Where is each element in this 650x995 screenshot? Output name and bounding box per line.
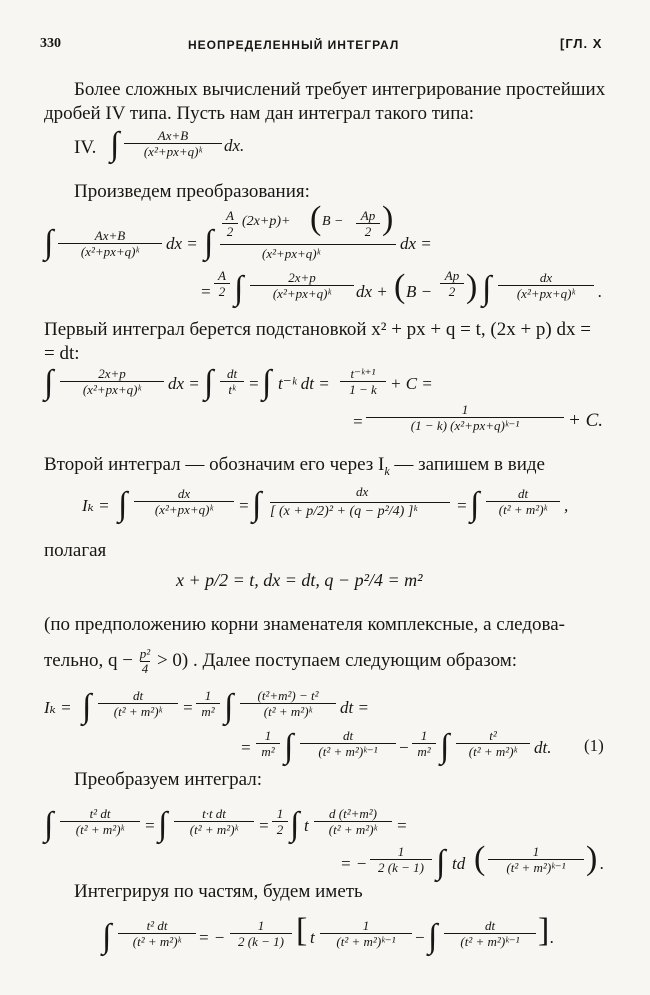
denominator: 1 − k xyxy=(349,382,377,397)
fraction-t2dt xyxy=(60,806,140,837)
p5-part-b: > 0) . Далее поступаем следующим образом: xyxy=(156,649,518,671)
numerator: A xyxy=(218,268,226,283)
fraction-ap-over-2 xyxy=(356,208,380,239)
integral-sign: ∫ xyxy=(234,270,244,307)
denominator: (x²+px+q)ᵏ xyxy=(143,144,203,159)
equals-minus: = − xyxy=(340,854,368,873)
integral-sign: ∫ xyxy=(204,224,214,261)
equals: = xyxy=(396,816,408,835)
numerator: 2x+p xyxy=(288,270,316,285)
integral-sign: ∫ xyxy=(102,918,112,955)
denominator: 2 (k − 1) xyxy=(238,934,284,949)
fraction-dx xyxy=(134,486,234,517)
denominator: m² xyxy=(417,744,431,759)
paren-close: ) xyxy=(466,268,478,305)
paragraph-5-line-2 xyxy=(44,647,517,676)
equals-minus: = − xyxy=(198,928,226,947)
numerator: 1 xyxy=(420,728,428,743)
paragraph-4-tail: — запишем в виде xyxy=(389,454,545,475)
dx: dx. xyxy=(224,136,245,155)
integral-sign: ∫ xyxy=(118,486,128,523)
numerator: t·t dt xyxy=(202,806,226,821)
numerator: 1 xyxy=(276,806,284,821)
denominator: (x²+px+q)ᵏ xyxy=(272,286,332,301)
numerator: 1 xyxy=(362,918,370,933)
fraction-ax-b-lhs xyxy=(58,228,162,259)
fraction-1-over-m2 xyxy=(412,728,436,759)
fraction-d-t2m2 xyxy=(314,806,392,837)
fraction-one-over-long xyxy=(366,402,564,433)
denominator: 2 (k − 1) xyxy=(378,860,424,875)
dx-eq: dx = xyxy=(168,374,200,393)
integral-sign: ∫ xyxy=(428,918,438,955)
fraction-ttdt xyxy=(174,806,254,837)
minus: − xyxy=(414,928,426,947)
denominator: 2 xyxy=(364,224,372,239)
denominator: (t² + m²)ᵏ xyxy=(328,822,378,837)
formula-substitution: x + p/2 = t, dx = dt, q − p²/4 = m² xyxy=(176,570,423,590)
numerator: t² dt xyxy=(89,806,111,821)
denominator: (t² + m²)ᵏ xyxy=(75,822,125,837)
paren-open: ( xyxy=(394,268,406,305)
equals: = xyxy=(200,282,212,301)
ik-equals: Iₖ = xyxy=(82,496,110,515)
type-iv-label: IV. xyxy=(74,137,97,158)
denominator: (x²+px+q)ᵏ xyxy=(516,286,576,301)
period: . xyxy=(550,928,555,947)
bracket-close: ] xyxy=(538,912,550,949)
numerator: t² xyxy=(489,728,497,743)
td: td xyxy=(452,854,466,873)
denominator: (1 − k) (x²+px+q)ᵏ⁻¹ xyxy=(410,418,520,433)
fraction-t2 xyxy=(456,728,530,759)
paragraph-4 xyxy=(44,453,545,483)
bracket-open: [ xyxy=(296,912,308,949)
equals: = xyxy=(456,496,468,515)
numerator: 1 xyxy=(204,688,212,703)
paragraph-1-line-2: дробей IV типа. Пусть нам дан интеграл такого типа: xyxy=(44,103,475,124)
fraction-1-over-k1 xyxy=(320,918,412,949)
paragraph-3-line-2: = dt: xyxy=(44,343,80,364)
ik-equals: Iₖ = xyxy=(44,698,72,717)
integral-sign: ∫ xyxy=(82,688,92,725)
fraction-1-over-2k1 xyxy=(370,844,432,875)
paragraph-3-line-1: Первый интеграл берется подстановкой x² + px + q = t, (2x + p) dx = xyxy=(44,319,591,340)
denominator: 2 xyxy=(448,284,456,299)
numerator: Ap xyxy=(360,208,376,223)
denominator: (t² + m²)ᵏ⁻¹ xyxy=(318,744,378,759)
dx-eq: dx = xyxy=(166,234,198,253)
fraction-p2-over-4 xyxy=(140,647,150,676)
numerator: 2x+p xyxy=(98,366,126,381)
b-minus: B − xyxy=(406,282,433,301)
fraction-1-over-m2 xyxy=(256,728,280,759)
fraction-1-over-k1 xyxy=(488,844,584,875)
fraction-bar xyxy=(220,244,396,245)
denominator: m² xyxy=(261,744,275,759)
comma: , xyxy=(564,496,569,515)
fraction-a-over-2 xyxy=(214,268,230,299)
fraction-2x-p xyxy=(60,366,164,397)
bracket-denominator: [ (x + p/2)² + (q − p²/4) ]ᵏ xyxy=(270,504,418,519)
integral-sign: ∫ xyxy=(44,224,54,261)
numerator: p² xyxy=(139,646,151,661)
paragraph-1-line-1: Более сложных вычислений требует интегрирование простейших xyxy=(74,79,606,100)
fraction-bar xyxy=(270,502,450,503)
integral-sign: ∫ xyxy=(440,728,450,765)
plus-c: + C = xyxy=(390,374,433,393)
dt-eq: dt = xyxy=(340,698,369,717)
numerator: A xyxy=(226,208,234,223)
fraction-dt xyxy=(98,688,178,719)
fraction-2x-p xyxy=(250,270,354,301)
dx-eq: dx = xyxy=(400,234,432,253)
fraction-1-over-m2 xyxy=(196,688,220,719)
paragraph-6: Преобразуем интеграл: xyxy=(74,769,263,790)
paragraph-2: Произведем преобразования: xyxy=(74,181,310,202)
fraction-1-over-2k1 xyxy=(230,918,292,949)
b-minus: B − xyxy=(322,214,344,229)
t-var: t xyxy=(310,928,315,947)
denominator: (t² + m²)ᵏ⁻¹ xyxy=(506,860,566,875)
integral-sign: ∫ xyxy=(482,270,492,307)
running-title: НЕОПРЕДЕЛЕННЫЙ ИНТЕГРАЛ xyxy=(188,38,400,52)
numerator: (t²+m²) − t² xyxy=(257,688,319,703)
denominator: (t² + m²)ᵏ xyxy=(498,502,548,517)
denominator: (t² + m²)ᵏ⁻¹ xyxy=(336,934,396,949)
denominator: (t² + m²)ᵏ xyxy=(132,934,182,949)
paren-open: ( xyxy=(310,200,322,237)
dx-plus: dx + xyxy=(356,282,388,301)
numerator: dx xyxy=(356,484,369,499)
integral-sign: ∫ xyxy=(204,364,214,401)
polagaya-label: полагая xyxy=(44,540,107,561)
integral-sign: ∫ xyxy=(436,844,446,881)
numerator: 1 xyxy=(257,918,265,933)
denominator: (x²+px+q)ᵏ xyxy=(154,502,214,517)
fraction-dt-k1 xyxy=(444,918,536,949)
t-power-expression: t⁻ᵏ dt = xyxy=(278,374,330,393)
numerator: 1 xyxy=(264,728,272,743)
fraction-t2dt xyxy=(118,918,196,949)
denominator: 2 xyxy=(276,822,284,837)
integral-sign: ∫ xyxy=(262,364,272,401)
fraction-dt-tk xyxy=(220,366,244,397)
integral-sign: ∫ xyxy=(158,806,168,843)
dt-period: dt. xyxy=(534,738,552,757)
integral-sign: ∫ xyxy=(470,486,480,523)
denominator: (x²+px+q)ᵏ xyxy=(262,246,321,261)
fraction-dt xyxy=(486,486,560,517)
paragraph-4-text: Второй интеграл — обозначим его через I xyxy=(44,454,385,475)
paren-close: ) xyxy=(382,200,394,237)
period: . xyxy=(600,854,605,873)
numerator: Ax+B xyxy=(94,228,126,243)
numerator: dt xyxy=(517,486,529,501)
numerator: 1 xyxy=(532,844,540,859)
numerator: d (t²+m²) xyxy=(329,806,377,821)
minus: − xyxy=(398,738,410,757)
p5-part-a: тельно, q − xyxy=(44,649,134,671)
integral-sign: ∫ xyxy=(284,728,294,765)
denominator: (x²+px+q)ᵏ xyxy=(82,382,142,397)
denominator: (t² + m²)ᵏ xyxy=(263,704,313,719)
numerator: Ax+B xyxy=(157,128,189,143)
fraction-ax-b xyxy=(124,128,222,159)
integral-sign: ∫ xyxy=(44,806,54,843)
page-number: 330 xyxy=(40,36,61,51)
fraction-t-over-1-k xyxy=(340,366,386,397)
paragraph-7: Интегрируя по частям, будем иметь xyxy=(74,881,363,902)
fraction-half xyxy=(272,806,288,837)
numerator: dt xyxy=(132,688,144,703)
plus-c: + C. xyxy=(568,410,603,431)
paragraph-5-line-1: (по предположению корни знаменателя комплексные, а следова- xyxy=(44,614,566,635)
numerator: t² dt xyxy=(146,918,168,933)
subscript-k: k xyxy=(384,463,390,478)
denominator: 2 xyxy=(226,224,234,239)
numerator: dt xyxy=(484,918,496,933)
numerator: dx xyxy=(539,270,553,285)
numerator: dt xyxy=(226,366,238,381)
equation-number: (1) xyxy=(584,736,604,755)
equals: = xyxy=(240,738,252,757)
equals: = xyxy=(144,816,156,835)
numerator: t⁻ᵏ⁺¹ xyxy=(350,366,376,381)
denominator: tᵏ xyxy=(228,382,236,397)
denominator: (x²+px+q)ᵏ xyxy=(80,244,140,259)
fraction-a-over-2 xyxy=(222,208,238,239)
numerator: dt xyxy=(342,728,354,743)
equals: = xyxy=(352,412,364,431)
fraction-ap-over-2 xyxy=(440,268,464,299)
denominator: 2 xyxy=(218,284,226,299)
numerator: dx xyxy=(177,486,191,501)
fraction-dt-k1 xyxy=(300,728,396,759)
expression-2x-p: (2x+p)+ xyxy=(242,214,291,229)
integral-sign: ∫ xyxy=(252,486,262,523)
t-var: t xyxy=(304,816,309,835)
denominator: (t² + m²)ᵏ⁻¹ xyxy=(460,934,520,949)
denominator: (t² + m²)ᵏ xyxy=(189,822,239,837)
denominator: 4 xyxy=(141,661,149,676)
integral-sign: ∫ xyxy=(44,364,54,401)
fraction-t2m2 xyxy=(240,688,336,719)
paren-close: ) xyxy=(586,840,598,877)
equals: = xyxy=(238,496,250,515)
denominator: (t² + m²)ᵏ xyxy=(113,704,163,719)
equals: = xyxy=(182,698,194,717)
numerator: Ap xyxy=(444,268,460,283)
numerator: 1 xyxy=(461,402,469,417)
equals: = xyxy=(248,374,260,393)
period: . xyxy=(598,282,603,301)
integral-sign: ∫ xyxy=(290,806,300,843)
paren-open: ( xyxy=(474,840,486,877)
chapter-marker: [ГЛ. X xyxy=(560,36,603,51)
integral-sign: ∫ xyxy=(224,688,234,725)
fraction-dx xyxy=(498,270,594,301)
equals: = xyxy=(258,816,270,835)
denominator: (t² + m²)ᵏ xyxy=(468,744,518,759)
numerator: 1 xyxy=(397,844,405,859)
integral-sign: ∫ xyxy=(110,126,120,163)
denominator: m² xyxy=(201,704,215,719)
